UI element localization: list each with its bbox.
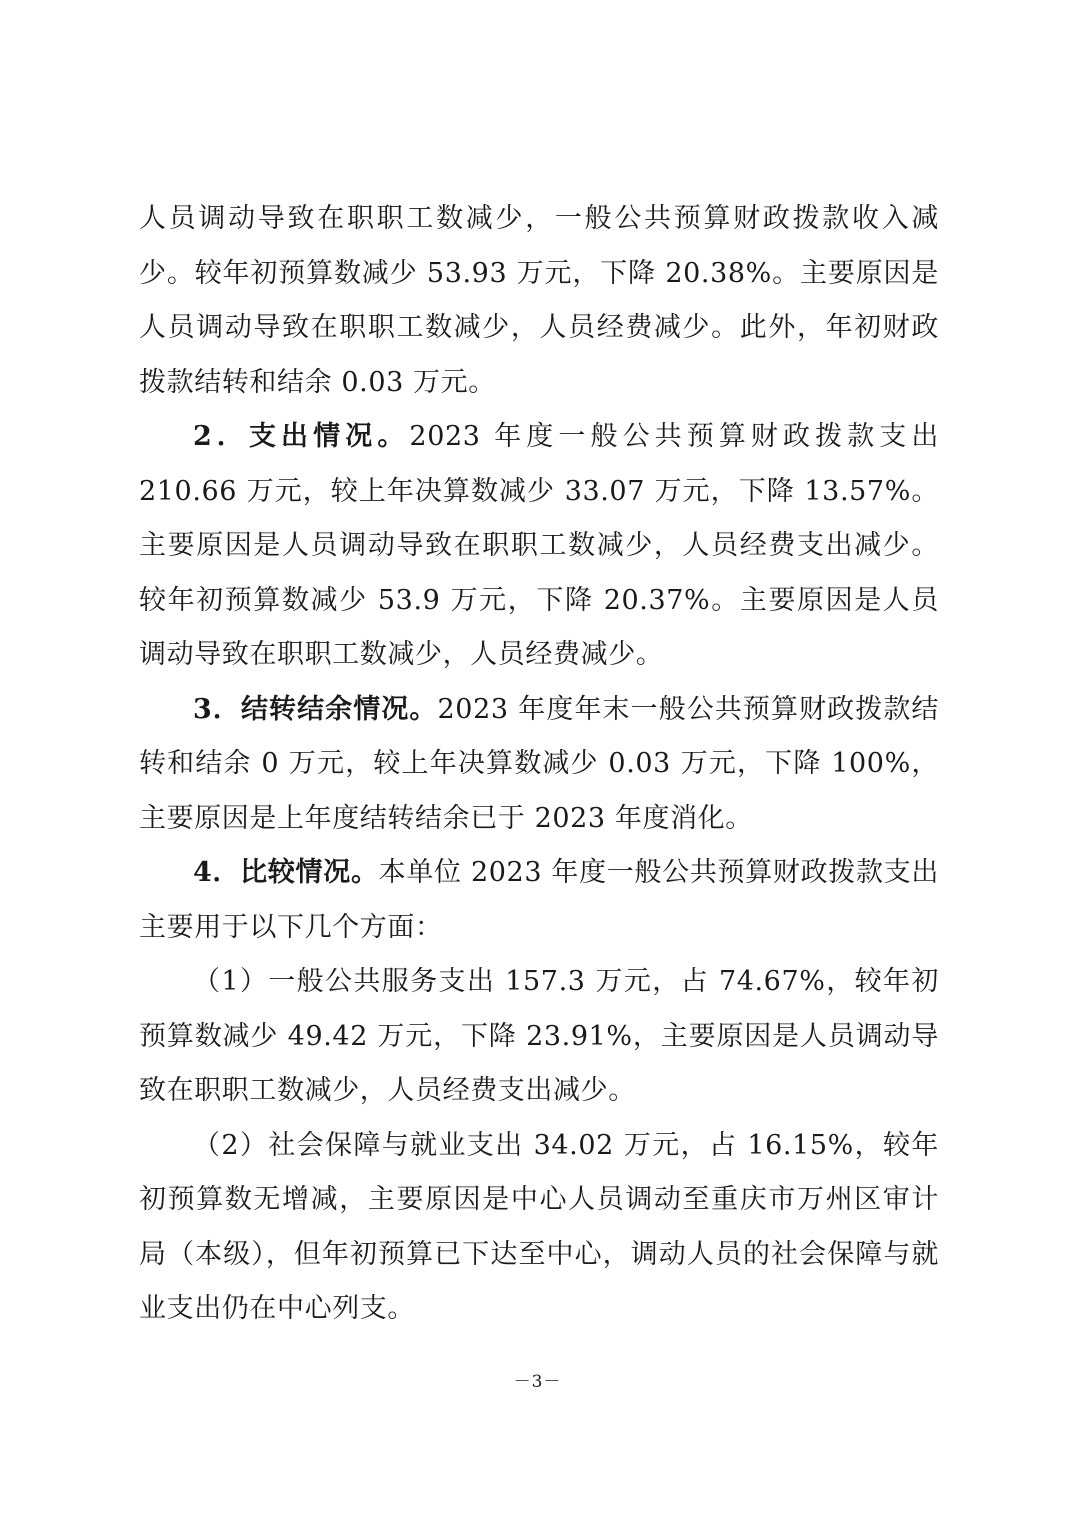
paragraph-text: 本单位 2023 年度一般公共预算财政拨款支出主要用于以下几个方面： xyxy=(139,857,939,943)
paragraph-text: 人员调动导致在职职工数减少，一般公共预算财政拨款收入减少。较年初预算数减少 53.93 万元，下降 20.38%。主要原因是人员调动导致在职职工数减少，人员经费减少。此外，年初财政拨款结转和结余 0.03 万元。 xyxy=(139,203,939,398)
paragraph-text: 2023 年度年末一般公共预算财政拨款结转和结余 0 万元，较上年决算数减少 0.03 万元，下降 100%，主要原因是上年度结转结余已于 2023 年度消化。 xyxy=(139,693,940,834)
paragraph-text: 2023 年度一般公共预算财政拨款支出 210.66 万元，较上年决算数减少 33.07 万元，下降 13.57%。主要原因是人员调动导致在职职工数减少，人员经费支出减少。较年初预算数减少 53.9 万元，下降 20.37%。主要原因是人员调动导致在职职工数减少，人员经费减少。 xyxy=(139,421,939,670)
paragraph-text: （1）一般公共服务支出 157.3 万元，占 74.67%，较年初预算数减少 49.42 万元，下降 23.91%，主要原因是人员调动导致在职职工数减少，人员经费支出减少。 xyxy=(139,966,939,1106)
paragraph-comparison xyxy=(139,846,939,955)
section-heading-expenditure: 2．支出情况。 xyxy=(193,421,410,452)
paragraph-carryover xyxy=(139,683,939,847)
document-body xyxy=(139,192,939,1337)
paragraph-item-2 xyxy=(139,1119,939,1337)
paragraph-item-1 xyxy=(139,955,939,1119)
paragraph-income-continued xyxy=(139,192,939,410)
paragraph-expenditure xyxy=(139,410,939,683)
section-heading-carryover: 3．结转结余情况。 xyxy=(193,693,438,725)
page-number: －3－ xyxy=(513,1372,562,1392)
section-heading-comparison: 4．比较情况。 xyxy=(193,857,379,888)
paragraph-text: （2）社会保障与就业支出 34.02 万元，占 16.15%，较年初预算数无增减，主要原因是中心人员调动至重庆市万州区审计局（本级），但年初预算已下达至中心，调动人员的社会保障与就业支出仍在中心列支。 xyxy=(139,1129,939,1324)
